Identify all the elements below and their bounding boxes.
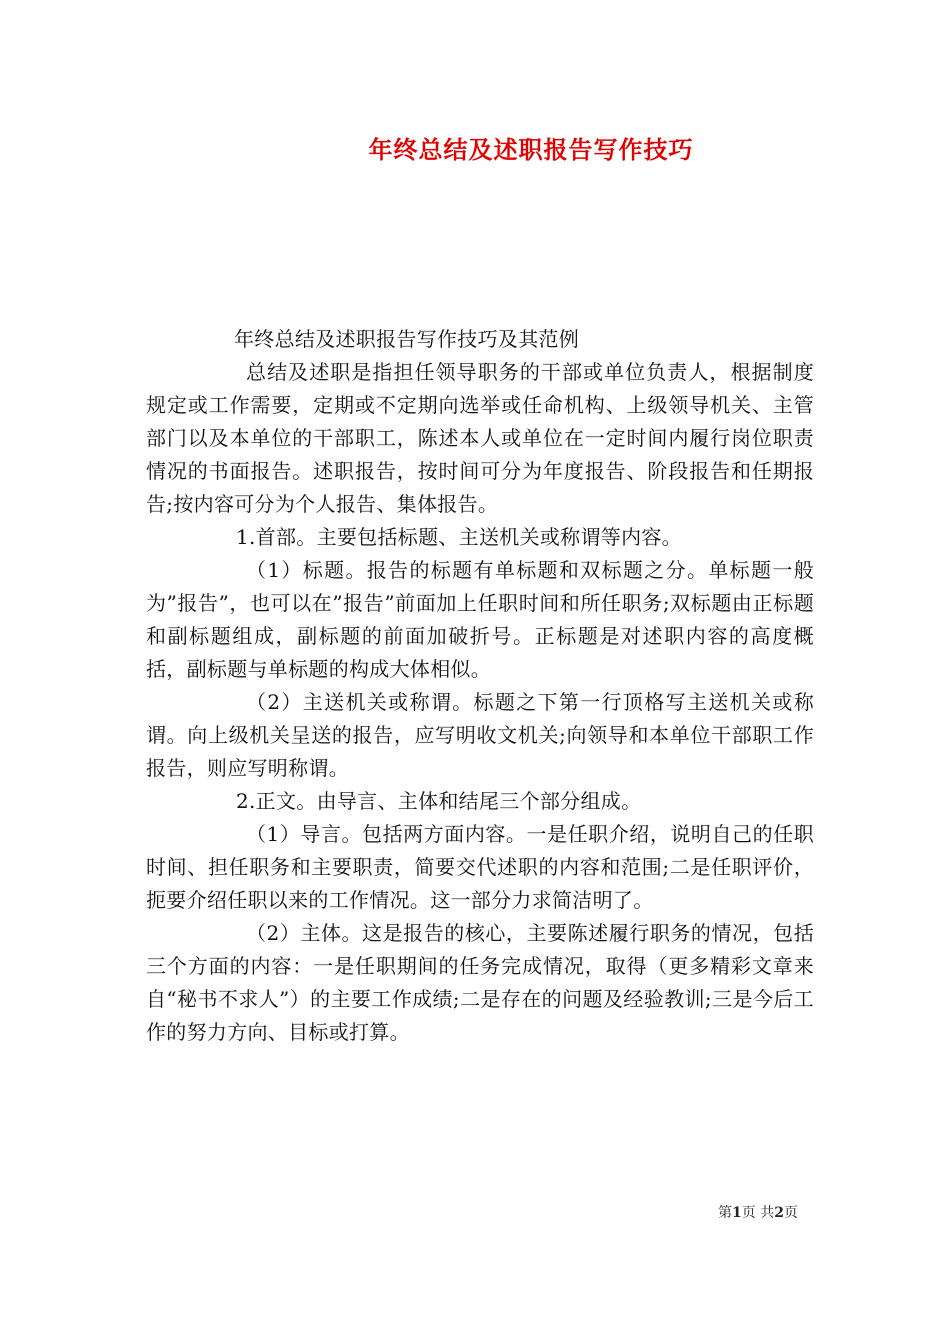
subtitle-paragraph: 年终总结及述职报告写作技巧及其范例 [234,327,580,351]
footer-middle: 页 共 [741,1205,775,1221]
section-heading-header: 1.首部。主要包括标题、主送机关或称谓等内容。 [236,525,682,549]
total-page-number: 2 [774,1205,784,1221]
intro-paragraph: 总结及述职是指担任领导职务的干部或单位负责人，根据制度规定或工作需要，定期或不定期向选举或任命机构、上级领导机关、主管部门以及本单位的干部职工，陈述本人或单位在一定时间内履行岗位职责情况的书面报告。述职报告，按时间可分为年度报告、阶段报告和任期报告;按内容可分为个人报告、集体报告。 [146,360,814,516]
page-footer [718,1203,798,1223]
footer-suffix: 页 [783,1205,798,1221]
section-heading-body: 2.正文。由导言、主体和结尾三个部分组成。 [236,789,642,813]
subsection-title: （1）标题。报告的标题有单标题和双标题之分。单标题一般为”报告”，也可以在”报告”前面加上任职时间和所任职务;双标题由正标题和副标题组成，副标题的前面加破折号。正标题是对述职内容的高度概括，副标题与单标题的构成大体相似。 [146,558,814,681]
current-page-number: 1 [732,1205,742,1221]
page-title: 年终总结及述职报告写作技巧 [368,135,694,164]
document-body [146,323,814,1049]
subsection-recipient: （2）主送机关或称谓。标题之下第一行顶格写主送机关或称谓。向上级机关呈送的报告，应写明收文机关;向领导和本单位干部职工作报告，则应写明称谓。 [146,690,814,780]
subsection-main-body: （2）主体。这是报告的核心，主要陈述履行职务的情况，包括三个方面的内容：一是任职期间的任务完成情况，取得（更多精彩文章来自“秘书不求人”）的主要工作成绩;二是存在的问题及经验教训;三是今后工作的努力方向、目标或打算。 [146,921,814,1044]
subsection-introduction: （1）导言。包括两方面内容。一是任职介绍，说明自己的任职时间、担任职务和主要职责，简要交代述职的内容和范围;二是任职评价，扼要介绍任职以来的工作情况。这一部分力求简洁明了。 [146,822,814,912]
footer-prefix: 第 [718,1205,732,1221]
